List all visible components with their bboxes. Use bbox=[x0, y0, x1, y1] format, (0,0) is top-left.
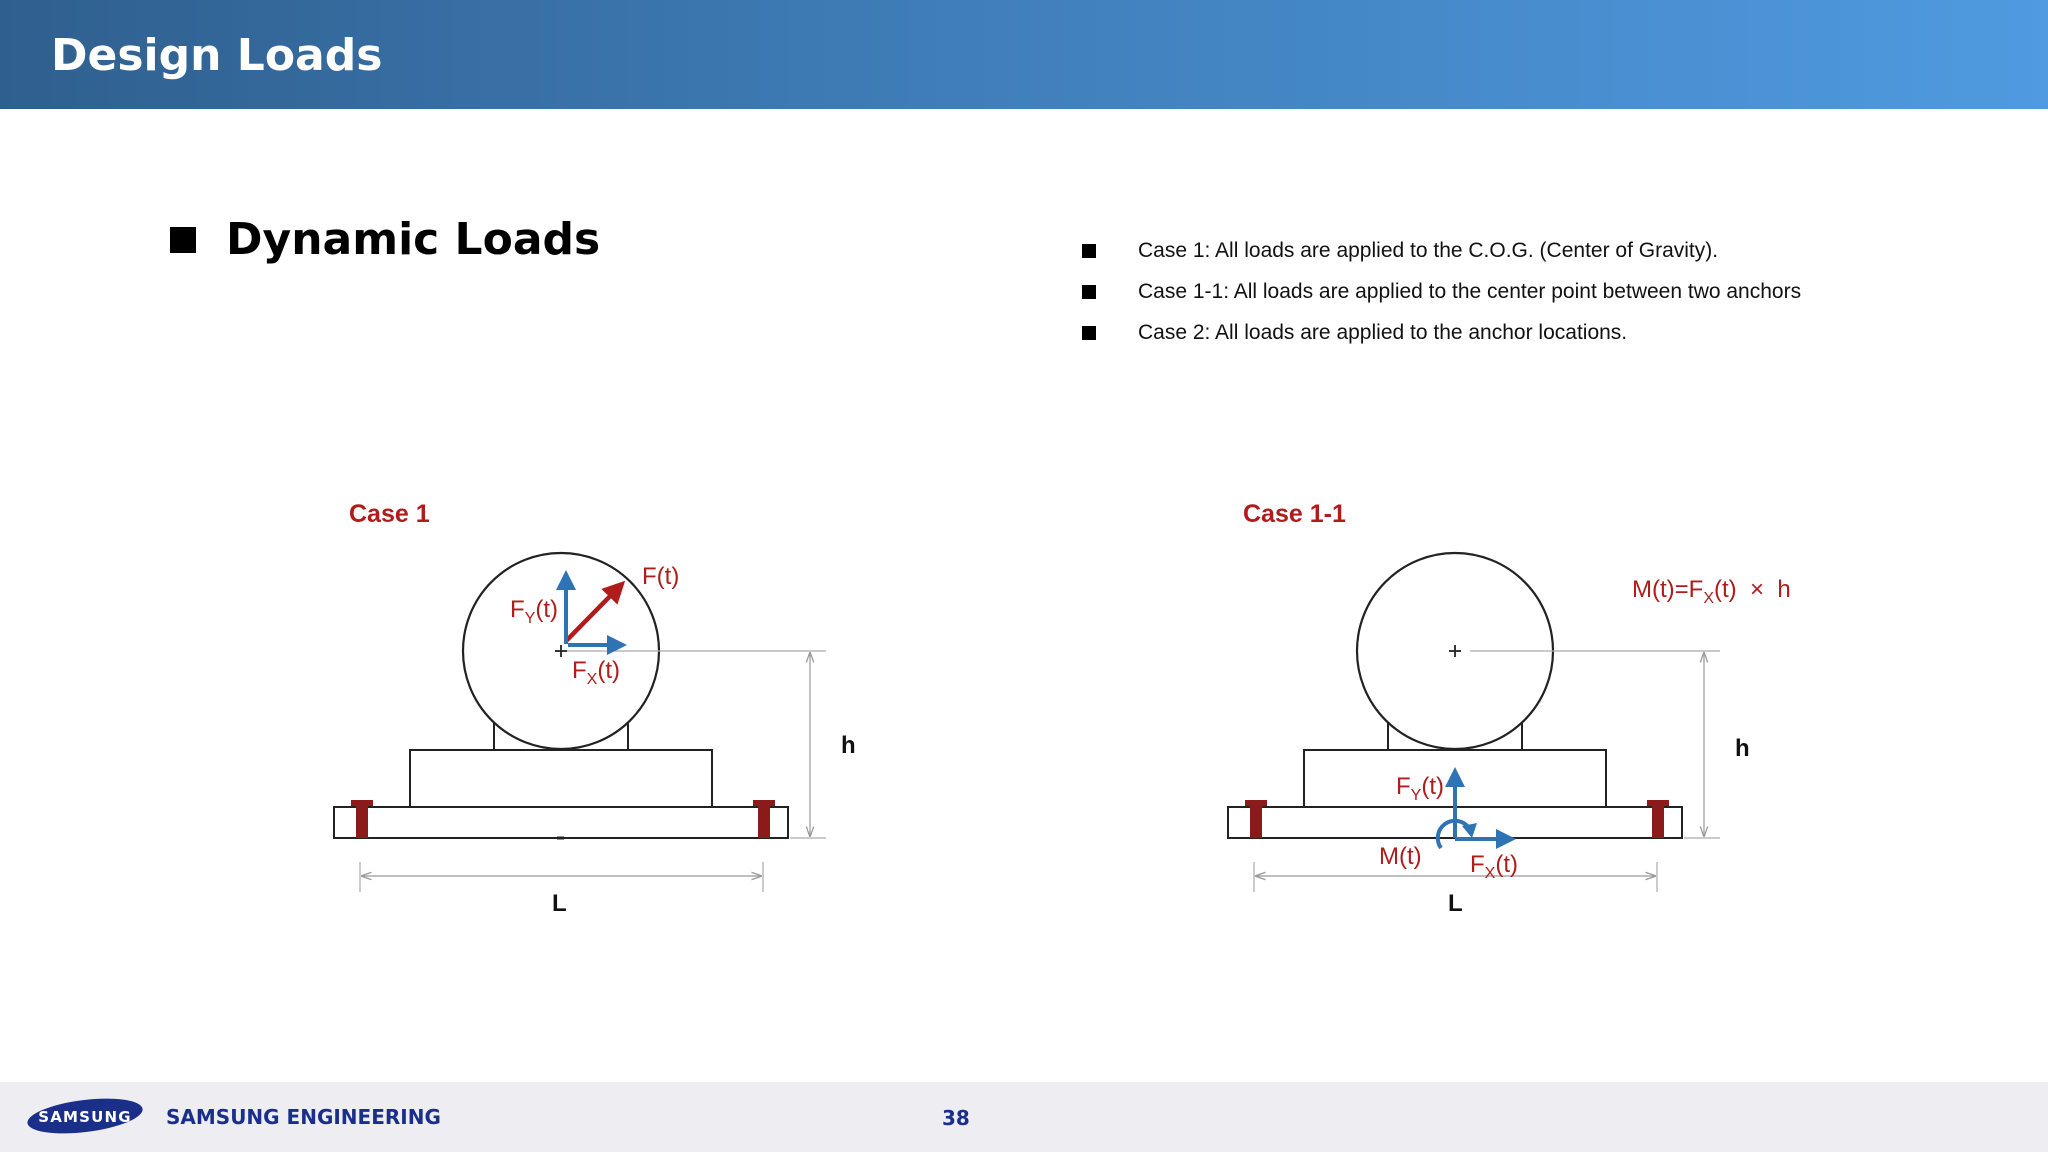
page-number: 38 bbox=[942, 1106, 970, 1130]
samsung-logo bbox=[26, 1097, 144, 1135]
case11-title: Case 1-1 bbox=[1243, 500, 1346, 528]
anchor-head-right bbox=[753, 800, 775, 806]
l-label: L bbox=[552, 890, 567, 917]
fy-label: $F_Y(t)$ bbox=[510, 596, 558, 627]
case1-title: Case 1 bbox=[349, 500, 430, 528]
anchor-head-left bbox=[351, 800, 373, 806]
bullet-text: Case 1: All loads are applied to the C.O.G. (Center of Gravity). bbox=[1138, 238, 1719, 262]
moment-label: M(t) bbox=[1379, 843, 1422, 870]
case1-diagram bbox=[334, 500, 856, 917]
footer-bar bbox=[0, 1082, 2048, 1152]
bullet-text: Case 2: All loads are applied to the anchor locations. bbox=[1138, 320, 1628, 344]
anchor-head-right bbox=[1647, 800, 1669, 806]
l-label: L bbox=[1448, 890, 1463, 917]
section-title: Dynamic Loads bbox=[226, 214, 601, 265]
pedestal-block bbox=[410, 750, 712, 807]
bullet-text: Case 1-1: All loads are applied to the center point between two anchors bbox=[1138, 279, 1802, 303]
resultant-force-label: F(t) bbox=[642, 563, 680, 590]
svg-text:SAMSUNG: SAMSUNG bbox=[38, 1108, 132, 1126]
base-plate bbox=[334, 807, 788, 838]
page-title: Design Loads bbox=[51, 30, 383, 81]
moment-equation: $M(t)=F_X(t) \times h$ bbox=[1632, 576, 1791, 607]
anchor-head-left bbox=[1245, 800, 1267, 806]
fx-label: $F_X(t)$ bbox=[572, 657, 620, 688]
h-label: h bbox=[1735, 735, 1750, 762]
fy-label: $F_Y(t)$ bbox=[1396, 773, 1444, 804]
h-label: h bbox=[841, 732, 856, 759]
company-name: SAMSUNG ENGINEERING bbox=[166, 1105, 441, 1129]
case11-diagram bbox=[1228, 500, 1791, 917]
fx-label: $F_X(t)$ bbox=[1470, 851, 1518, 882]
